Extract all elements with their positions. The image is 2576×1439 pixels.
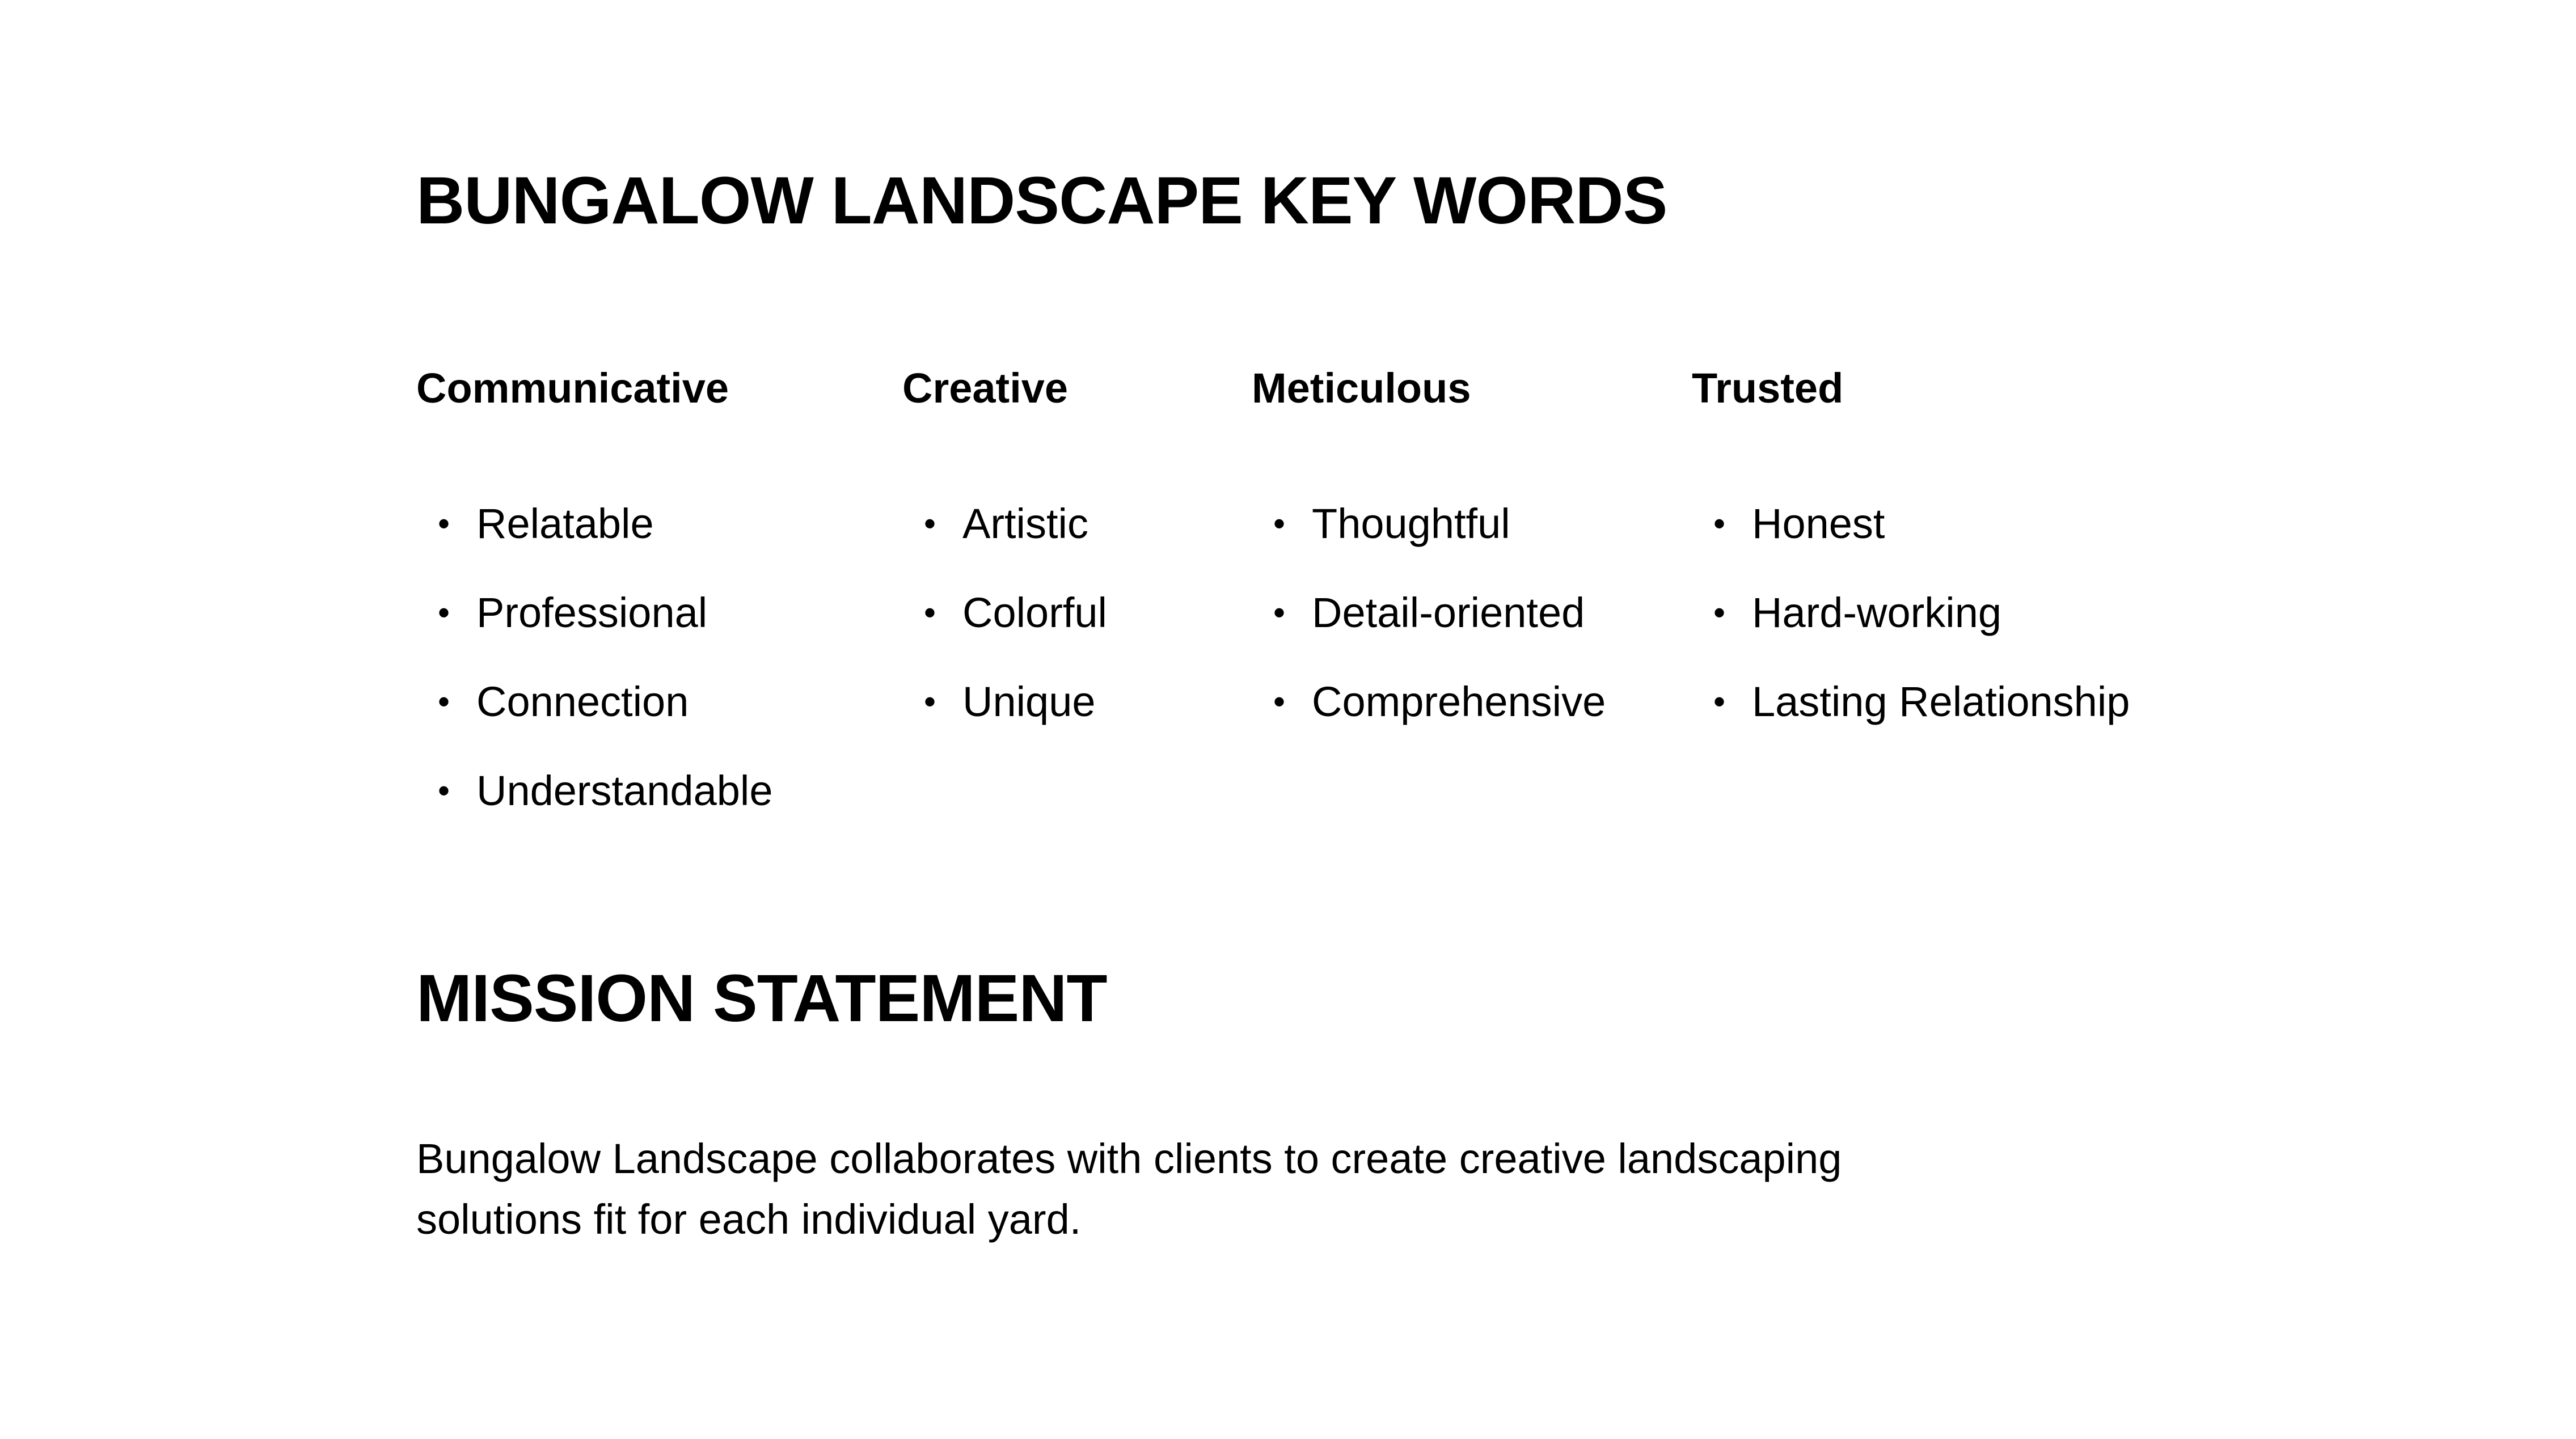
- bullet-icon: •: [438, 683, 450, 721]
- list-item: • Artistic: [902, 479, 1107, 568]
- list-item: • Professional: [416, 568, 772, 657]
- list-item: • Understandable: [416, 746, 772, 835]
- keyword-column-meticulous: [1252, 363, 1606, 725]
- keywords-title: BUNGALOW LANDSCAPE KEY WORDS: [416, 163, 1667, 238]
- list-item: • Thoughtful: [1252, 479, 1606, 568]
- bullet-icon: •: [1713, 683, 1726, 721]
- keyword-column-communicative: [416, 363, 773, 814]
- keyword-heading: Communicative: [416, 365, 729, 412]
- bullet-icon: •: [924, 683, 936, 721]
- bullet-icon: •: [1273, 683, 1286, 721]
- keyword-list: [1692, 479, 2130, 746]
- bullet-icon: •: [1273, 594, 1286, 632]
- bullet-icon: •: [438, 772, 450, 810]
- list-item: • Unique: [902, 657, 1107, 746]
- bullet-icon: •: [1273, 505, 1286, 543]
- list-item: • Lasting Relationship: [1692, 657, 2130, 746]
- bullet-icon: •: [438, 594, 450, 632]
- bullet-icon: •: [438, 505, 450, 543]
- keyword-heading: Meticulous: [1252, 365, 1471, 412]
- bullet-icon: •: [924, 594, 936, 632]
- mission-statement-text: Bungalow Landscape collaborates with clients to create creative landscaping solutions fit for each individual yard.: [416, 1135, 1842, 1243]
- mission-title: MISSION STATEMENT: [416, 961, 1107, 1036]
- bullet-icon: •: [1713, 505, 1726, 543]
- keyword-heading: Trusted: [1692, 365, 1844, 412]
- bullet-icon: •: [924, 505, 936, 543]
- list-item: • Detail-oriented: [1252, 568, 1606, 657]
- list-item: • Relatable: [416, 479, 772, 568]
- keyword-column-creative: [902, 363, 1107, 725]
- list-item: • Comprehensive: [1252, 657, 1606, 746]
- keyword-heading: Creative: [902, 365, 1069, 412]
- keyword-column-trusted: [1692, 363, 2130, 725]
- keyword-list: [1252, 479, 1606, 746]
- bullet-icon: •: [1713, 594, 1726, 632]
- list-item: • Connection: [416, 657, 772, 746]
- keyword-list: [416, 479, 772, 835]
- list-item: • Honest: [1692, 479, 2130, 568]
- list-item: • Colorful: [902, 568, 1107, 657]
- list-item: • Hard-working: [1692, 568, 2130, 657]
- keyword-list: [902, 479, 1107, 746]
